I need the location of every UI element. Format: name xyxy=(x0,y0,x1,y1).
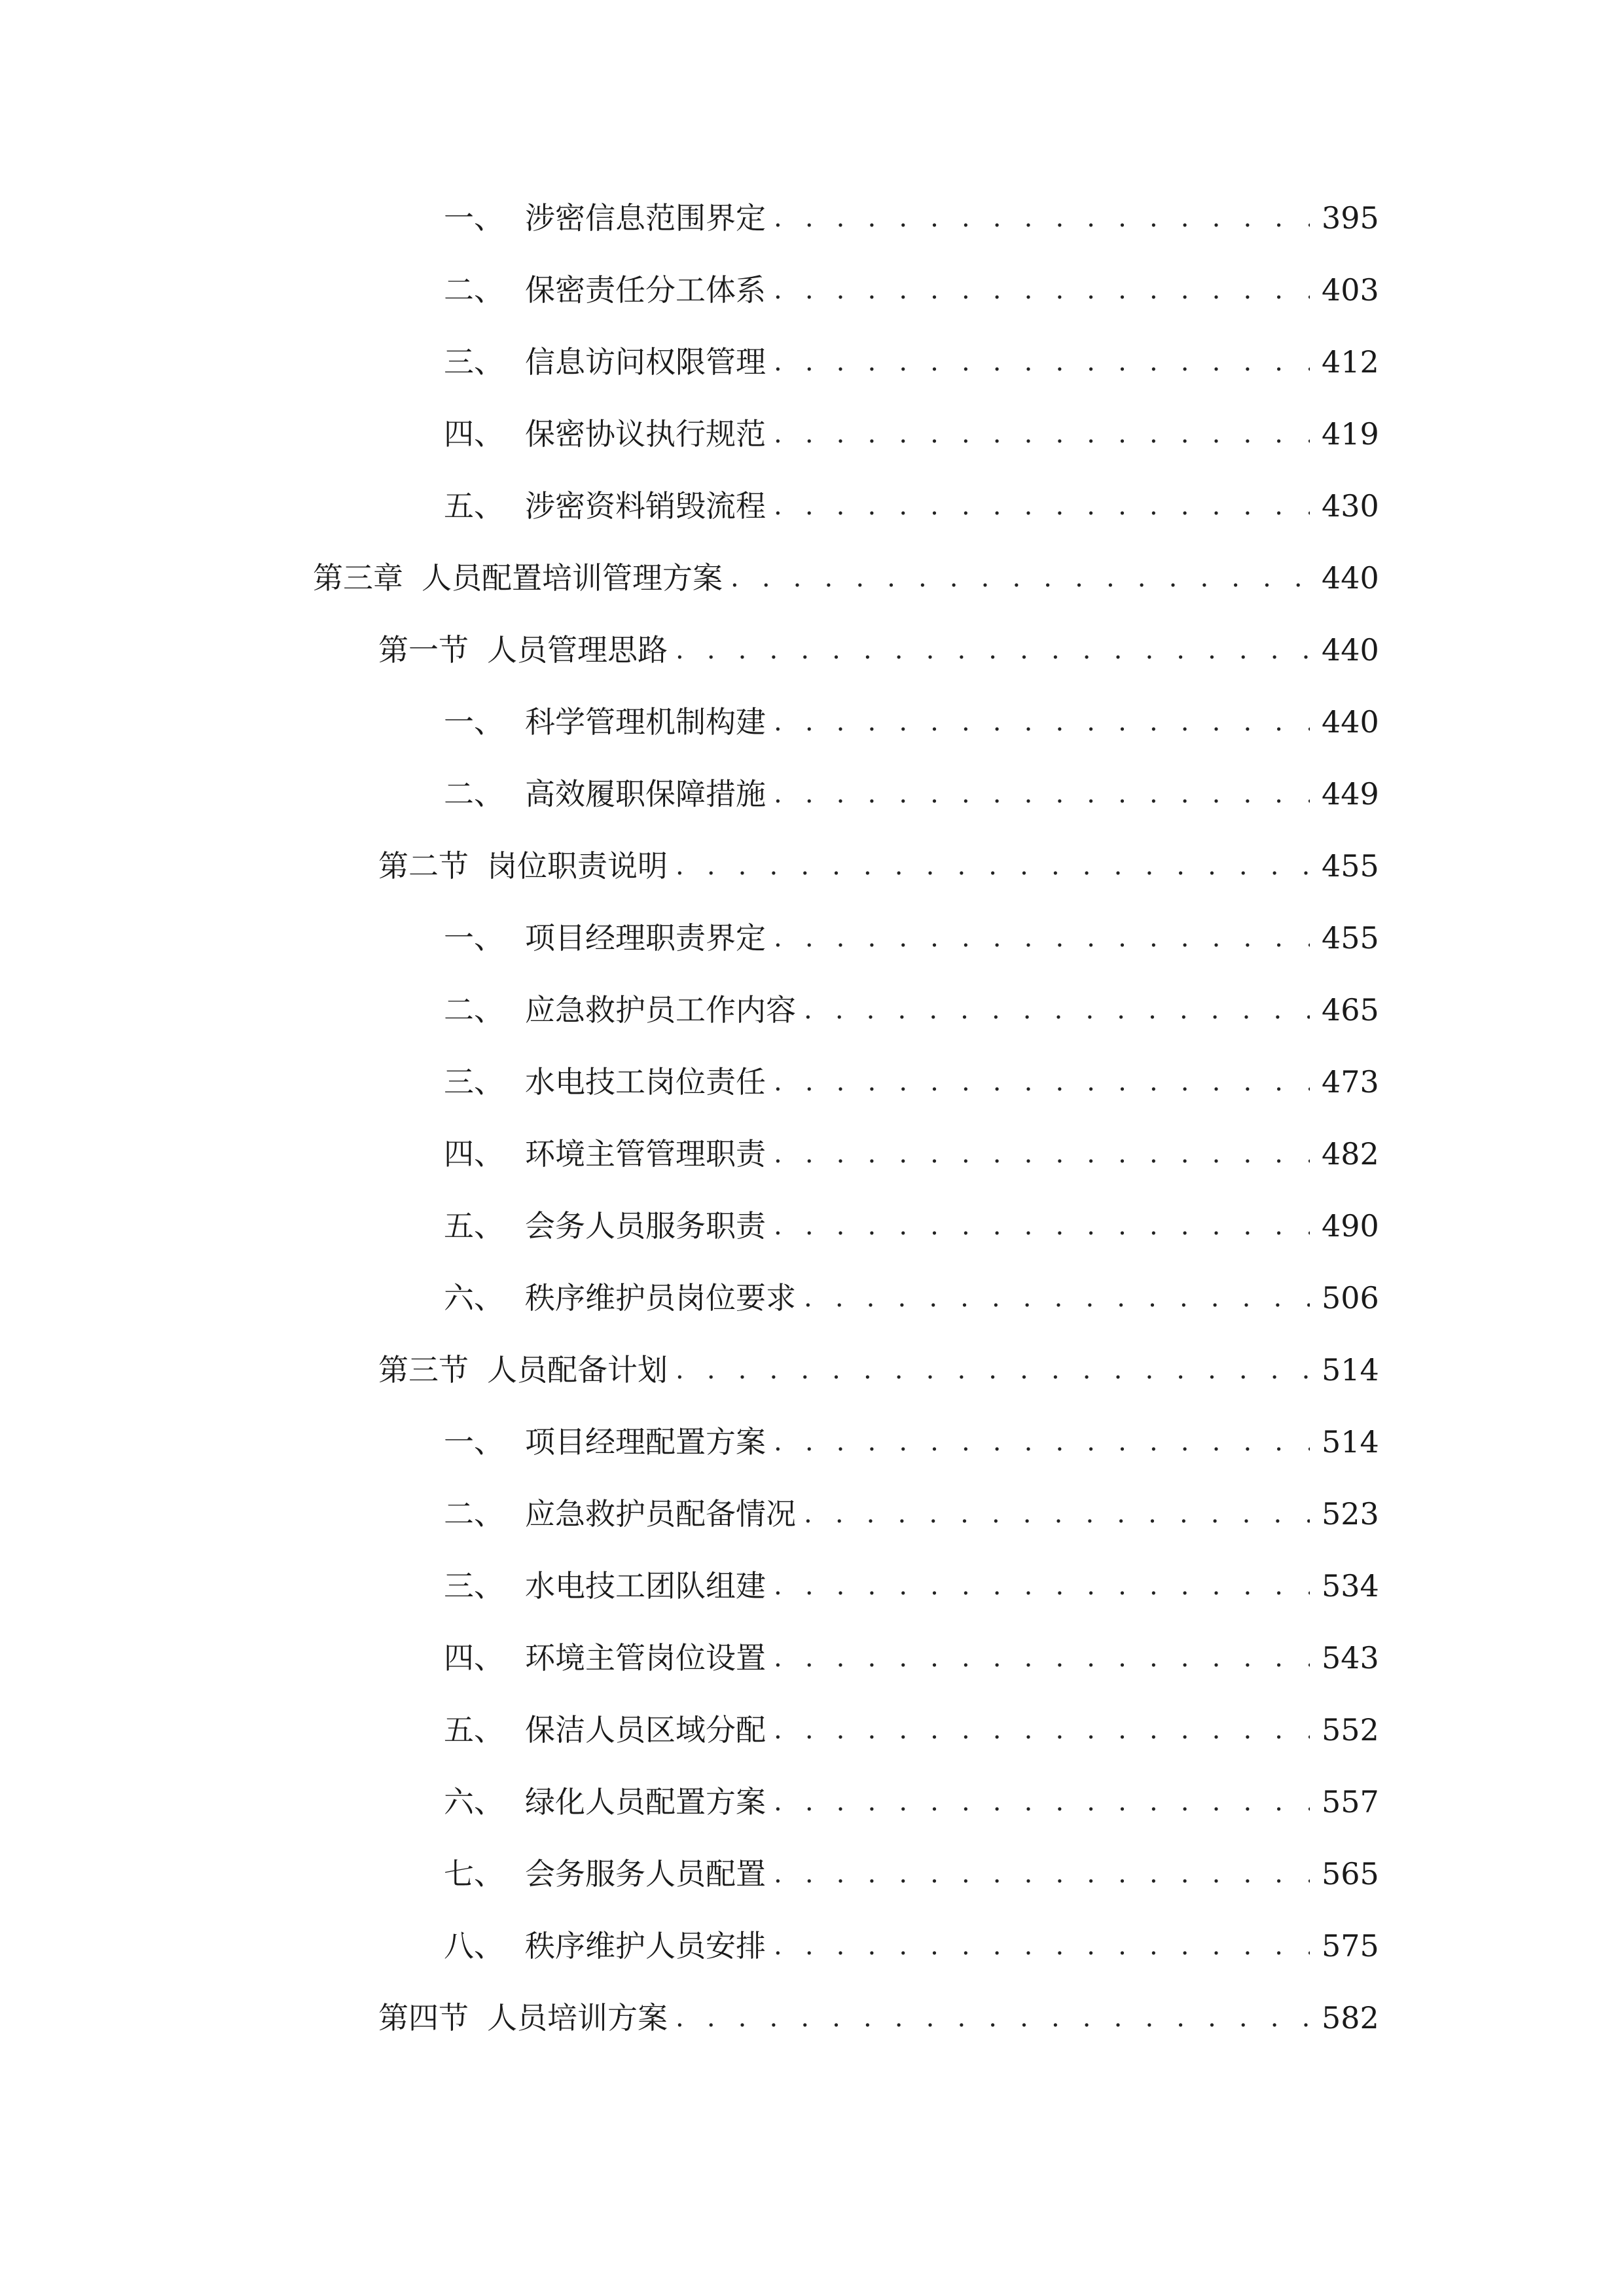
toc-section-number: 第四节 xyxy=(378,2000,469,2036)
toc-entry[interactable] xyxy=(444,1704,1377,1756)
toc-section-title: 人员配备计划 xyxy=(487,1352,668,1388)
toc-entry-title: 科学管理机制构建 xyxy=(525,704,766,740)
toc-entry-number: 五、 xyxy=(444,488,504,524)
toc-entry[interactable] xyxy=(444,1776,1377,1828)
toc-entry-number: 六、 xyxy=(444,1280,504,1316)
toc-entry[interactable] xyxy=(444,768,1377,820)
toc-entry-number: 二、 xyxy=(444,992,504,1028)
toc-chapter-title: 人员配置培训管理方案 xyxy=(422,560,723,596)
dot-leader xyxy=(774,1200,1310,1252)
dot-leader xyxy=(774,696,1310,748)
toc-entry-page: 514 xyxy=(1322,1424,1379,1460)
toc-section-page: 440 xyxy=(1322,632,1379,668)
toc-entry[interactable] xyxy=(444,1632,1377,1684)
toc-entry[interactable] xyxy=(444,264,1377,316)
dot-leader xyxy=(676,1992,1310,2044)
toc-entry-title: 会务人员服务职责 xyxy=(525,1208,766,1244)
toc-section[interactable] xyxy=(378,624,1377,676)
dot-leader xyxy=(774,1920,1310,1972)
toc-entry-number: 三、 xyxy=(444,344,504,380)
dot-leader xyxy=(774,1704,1310,1756)
toc-chapter-page: 440 xyxy=(1322,560,1379,596)
toc-entry-title: 绿化人员配置方案 xyxy=(525,1784,766,1820)
toc-entry-number: 二、 xyxy=(444,272,504,308)
toc-entry-title: 高效履职保障措施 xyxy=(525,776,766,812)
toc-entry-number: 五、 xyxy=(444,1208,504,1244)
toc-entry[interactable] xyxy=(444,1920,1377,1972)
toc-entry-title: 保密协议执行规范 xyxy=(525,416,766,452)
toc-entry-page: 455 xyxy=(1322,920,1379,956)
toc-entry-number: 一、 xyxy=(444,704,504,740)
dot-leader xyxy=(774,912,1310,964)
toc-entry-number: 四、 xyxy=(444,416,504,452)
toc-section[interactable] xyxy=(378,1344,1377,1396)
toc-entry-title: 环境主管岗位设置 xyxy=(525,1640,766,1676)
toc-entry-title: 应急救护员配备情况 xyxy=(525,1496,796,1532)
toc-entry-title: 保密责任分工体系 xyxy=(525,272,766,308)
toc-entry-page: 412 xyxy=(1322,344,1379,380)
toc-entry-page: 449 xyxy=(1322,776,1379,812)
toc-entry[interactable] xyxy=(444,192,1377,244)
toc-section[interactable] xyxy=(378,1992,1377,2044)
toc-entry-page: 403 xyxy=(1322,272,1379,308)
dot-leader xyxy=(774,1560,1310,1612)
toc-section-page: 582 xyxy=(1322,2000,1379,2036)
dot-leader xyxy=(774,264,1310,316)
toc-entry[interactable] xyxy=(444,1056,1377,1108)
dot-leader xyxy=(774,408,1310,460)
toc-entry-title: 秩序维护员岗位要求 xyxy=(525,1280,796,1316)
dot-leader xyxy=(676,1344,1310,1396)
dot-leader xyxy=(774,1848,1310,1900)
toc-entry-title: 环境主管管理职责 xyxy=(525,1136,766,1172)
toc-section-page: 455 xyxy=(1322,848,1379,884)
toc-entry-number: 一、 xyxy=(444,1424,504,1460)
dot-leader xyxy=(676,840,1310,892)
toc-section-number: 第二节 xyxy=(378,848,469,884)
toc-entry-page: 482 xyxy=(1322,1136,1379,1172)
toc-entry[interactable] xyxy=(444,1272,1377,1324)
toc-section[interactable] xyxy=(378,840,1377,892)
toc-section-number: 第一节 xyxy=(378,632,469,668)
dot-leader xyxy=(774,192,1310,244)
toc-entry-title: 会务服务人员配置 xyxy=(525,1856,766,1892)
dot-leader xyxy=(774,1056,1310,1108)
toc-entry-title: 水电技工岗位责任 xyxy=(525,1064,766,1100)
toc-entry-title: 水电技工团队组建 xyxy=(525,1568,766,1604)
toc-entry[interactable] xyxy=(444,480,1377,532)
toc-entry-page: 543 xyxy=(1322,1640,1379,1676)
toc-chapter-number: 第三章 xyxy=(313,560,403,596)
dot-leader xyxy=(774,1416,1310,1468)
toc-entry-title: 项目经理配置方案 xyxy=(525,1424,766,1460)
toc-entry-number: 五、 xyxy=(444,1712,504,1748)
toc-entry-number: 六、 xyxy=(444,1784,504,1820)
toc-entry-page: 557 xyxy=(1322,1784,1379,1820)
toc-entry[interactable] xyxy=(444,1848,1377,1900)
dot-leader xyxy=(804,1488,1310,1540)
toc-entry-page: 534 xyxy=(1322,1568,1379,1604)
toc-entry-number: 三、 xyxy=(444,1064,504,1100)
toc-section-title: 人员管理思路 xyxy=(487,632,668,668)
toc-entry-page: 565 xyxy=(1322,1856,1379,1892)
toc-entry[interactable] xyxy=(444,1560,1377,1612)
toc-entry-page: 395 xyxy=(1322,200,1379,236)
toc-entry-title: 涉密信息范围界定 xyxy=(525,200,766,236)
toc-entry-page: 523 xyxy=(1322,1496,1379,1532)
toc-entry-number: 一、 xyxy=(444,200,504,236)
toc-entry[interactable] xyxy=(444,984,1377,1036)
dot-leader xyxy=(676,624,1310,676)
toc-entry[interactable] xyxy=(444,696,1377,748)
toc-entry[interactable] xyxy=(444,912,1377,964)
toc-entry-number: 七、 xyxy=(444,1856,504,1892)
dot-leader xyxy=(804,984,1310,1036)
toc-section-page: 514 xyxy=(1322,1352,1379,1388)
toc-entry-page: 430 xyxy=(1322,488,1379,524)
dot-leader xyxy=(774,768,1310,820)
dot-leader xyxy=(804,1272,1310,1324)
toc-entry-page: 552 xyxy=(1322,1712,1379,1748)
dot-leader xyxy=(774,1632,1310,1684)
toc-entry-page: 465 xyxy=(1322,992,1379,1028)
toc-entry[interactable] xyxy=(444,1416,1377,1468)
toc-entry-number: 二、 xyxy=(444,1496,504,1532)
toc-entry-title: 保洁人员区域分配 xyxy=(525,1712,766,1748)
toc-entry-number: 一、 xyxy=(444,920,504,956)
toc-entry-page: 490 xyxy=(1322,1208,1379,1244)
toc-entry-number: 二、 xyxy=(444,776,504,812)
toc-entry[interactable] xyxy=(444,1200,1377,1252)
toc-entry[interactable] xyxy=(444,1488,1377,1540)
dot-leader xyxy=(774,480,1310,532)
toc-entry-title: 信息访问权限管理 xyxy=(525,344,766,380)
toc-section-number: 第三节 xyxy=(378,1352,469,1388)
toc-entry[interactable] xyxy=(444,408,1377,460)
toc-entry-title: 涉密资料销毁流程 xyxy=(525,488,766,524)
toc-entry-page: 506 xyxy=(1322,1280,1379,1316)
toc-entry-number: 四、 xyxy=(444,1136,504,1172)
toc-entry-page: 473 xyxy=(1322,1064,1379,1100)
toc-section-title: 人员培训方案 xyxy=(487,2000,668,2036)
dot-leader xyxy=(774,336,1310,388)
toc-entry-title: 应急救护员工作内容 xyxy=(525,992,796,1028)
toc-entry-page: 575 xyxy=(1322,1928,1379,1964)
dot-leader xyxy=(731,552,1310,604)
toc-entry-number: 四、 xyxy=(444,1640,504,1676)
toc-entry-number: 三、 xyxy=(444,1568,504,1604)
dot-leader xyxy=(774,1128,1310,1180)
toc-chapter[interactable] xyxy=(313,552,1377,604)
toc-entry[interactable] xyxy=(444,1128,1377,1180)
toc-entry[interactable] xyxy=(444,336,1377,388)
toc-entry-page: 440 xyxy=(1322,704,1379,740)
toc-section-title: 岗位职责说明 xyxy=(487,848,668,884)
dot-leader xyxy=(774,1776,1310,1828)
toc-entry-title: 项目经理职责界定 xyxy=(525,920,766,956)
toc-entry-number: 八、 xyxy=(444,1928,504,1964)
toc-entry-page: 419 xyxy=(1322,416,1379,452)
toc-entry-title: 秩序维护人员安排 xyxy=(525,1928,766,1964)
